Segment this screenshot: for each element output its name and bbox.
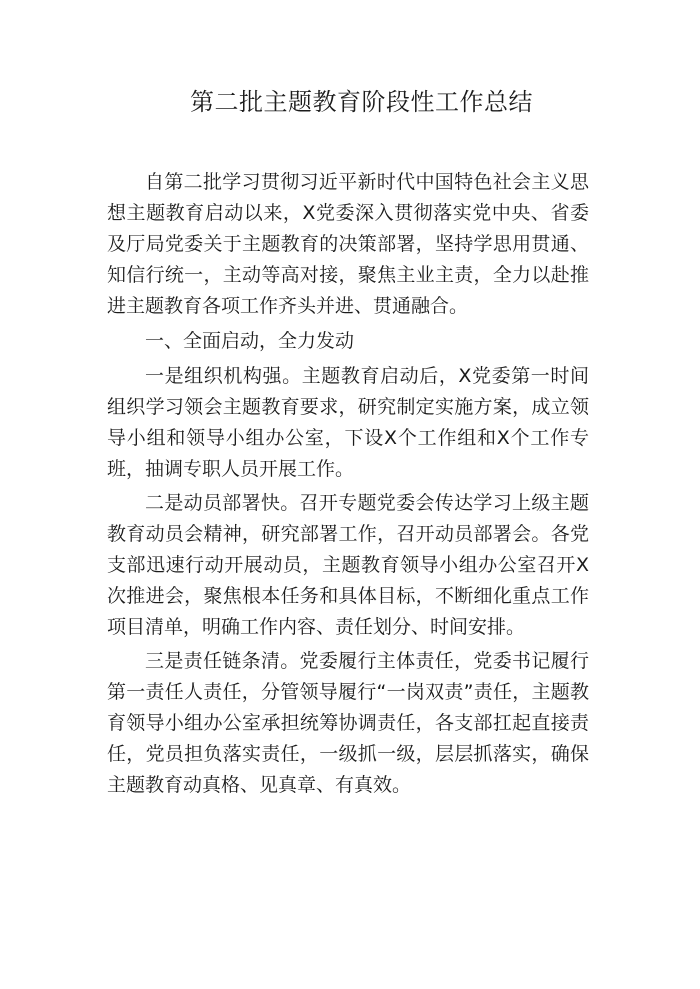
intro-paragraph: 自第二批学习贯彻习近平新时代中国特色社会主义思想主题教育启动以来，X党委深入贯彻落实党中央、省委及厅局党委关于主题教育的决策部署，坚持学思用贯通、知信行统一，主动等高对接，聚焦主业主责，全力以赴推进主题教育各项工作齐头并进、贯通融合。: [107, 171, 589, 317]
paragraph-responsibility: 三是责任链条清。党委履行主体责任，党委书记履行第一责任人责任，分管领导履行“一岗双责”责任，主题教育领导小组办公室承担统筹协调责任，各支部扛起直接责任，党员担负落实责任，一级抓一级，层层抓落实，确保主题教育动真格、见真章、有真效。: [107, 650, 589, 796]
paragraph-mobilization: 二是动员部署快。召开专题党委会传达学习上级主题教育动员会精神，研究部署工作，召开动员部署会。各党支部迅速行动开展动员，主题教育领导小组办公室召开X次推进会，聚焦根本任务和具体目标，不断细化重点工作项目清单，明确工作内容、责任划分、时间安排。: [107, 492, 589, 638]
page-title: 第二批主题教育阶段性工作总结: [190, 88, 533, 116]
paragraph-organization: 一是组织机构强。主题教育启动后，X党委第一时间组织学习领会主题教育要求，研究制定实施方案，成立领导小组和领导小组办公室，下设X个工作组和X个工作专班，抽调专职人员开展工作。: [107, 365, 589, 480]
document-body: [107, 167, 589, 804]
section-heading-1: 一、全面启动，全力发动: [145, 330, 355, 352]
